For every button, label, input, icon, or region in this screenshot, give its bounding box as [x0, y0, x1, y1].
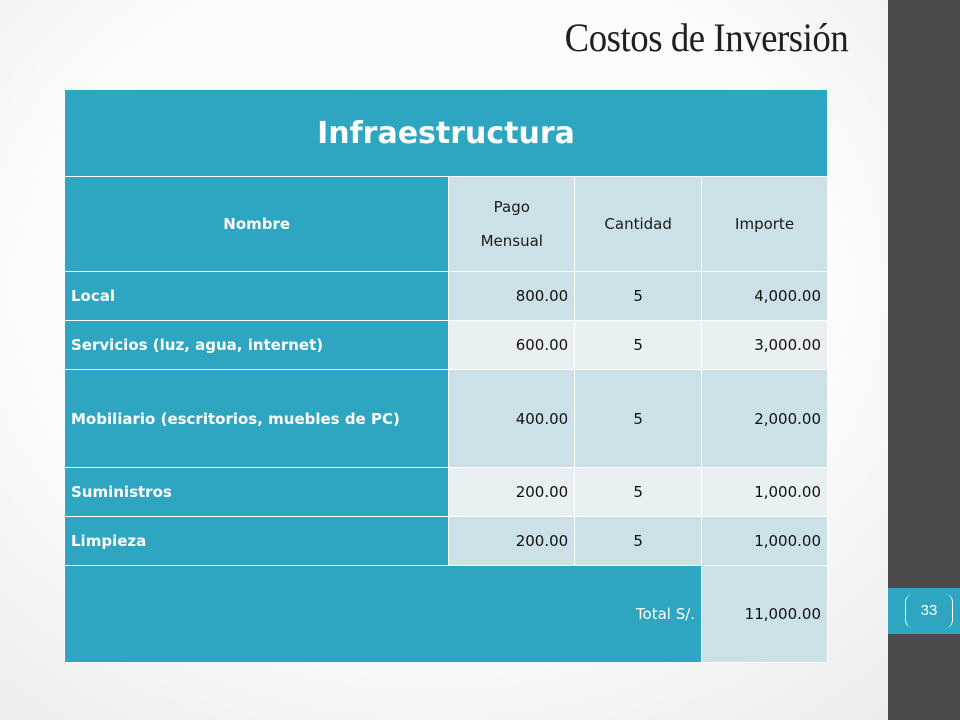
row-importe: 3,000.00: [702, 321, 828, 370]
row-importe: 2,000.00: [702, 370, 828, 468]
row-pago: 200.00: [449, 468, 575, 517]
row-nombre: Mobiliario (escritorios, muebles de PC): [65, 370, 449, 468]
header-pago-mensual: [449, 177, 575, 272]
table-row: [65, 321, 828, 370]
row-nombre: Limpieza: [65, 517, 449, 566]
header-importe: Importe: [702, 177, 828, 272]
row-cantidad: 5: [575, 321, 702, 370]
row-nombre: Servicios (luz, agua, internet): [65, 321, 449, 370]
row-importe: 4,000.00: [702, 272, 828, 321]
row-cantidad: 5: [575, 370, 702, 468]
total-row: [65, 566, 828, 663]
table-row: [65, 468, 828, 517]
row-pago: 800.00: [449, 272, 575, 321]
row-importe: 1,000.00: [702, 517, 828, 566]
total-label: Total S/.: [65, 566, 702, 663]
header-pago-line1: Pago: [493, 198, 530, 216]
investment-cost-table: [64, 89, 828, 663]
table-row: [65, 272, 828, 321]
row-pago: 600.00: [449, 321, 575, 370]
row-cantidad: 5: [575, 468, 702, 517]
total-value: 11,000.00: [702, 566, 828, 663]
row-pago: 400.00: [449, 370, 575, 468]
row-cantidad: 5: [575, 272, 702, 321]
row-nombre: Suministros: [65, 468, 449, 517]
row-nombre: Local: [65, 272, 449, 321]
row-cantidad: 5: [575, 517, 702, 566]
row-pago: 200.00: [449, 517, 575, 566]
page-number: 33: [905, 594, 953, 628]
table-title: Infraestructura: [65, 90, 828, 177]
slide-title: Costos de Inversión: [564, 15, 848, 60]
header-nombre: Nombre: [65, 177, 449, 272]
header-cantidad: Cantidad: [575, 177, 702, 272]
header-pago-line2: Mensual: [480, 232, 543, 250]
table-row: [65, 370, 828, 468]
table-row: [65, 517, 828, 566]
row-importe: 1,000.00: [702, 468, 828, 517]
